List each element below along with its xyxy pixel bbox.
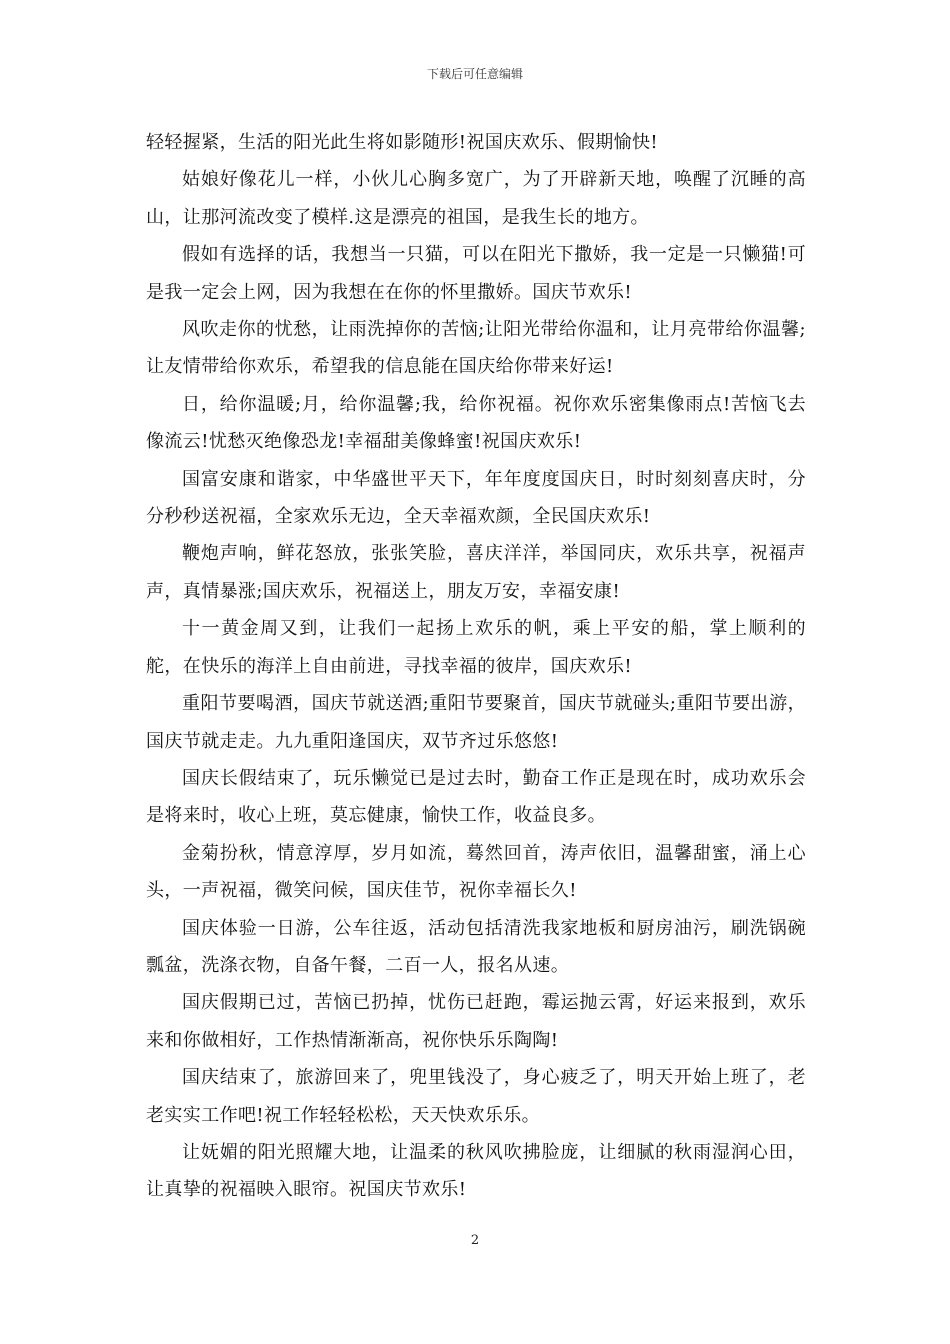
paragraph-7: 鞭炮声响，鲜花怒放，张张笑脸，喜庆洋洋，举国同庆，欢乐共享，祝福声声，真情暴涨;国庆欢乐，祝福送上，朋友万安，幸福安康! — [146, 543, 806, 602]
document-body — [146, 124, 806, 1209]
paragraph-6: 国富安康和谐家，中华盛世平天下，年年度度国庆日，时时刻刻喜庆时，分分秒秒送祝福，全家欢乐无边，全天幸福欢颜，全民国庆欢乐! — [146, 468, 806, 528]
paragraph-11: 金菊扮秋，情意淳厚，岁月如流，蓦然回首，涛声依旧，温馨甜蜜，涌上心头，一声祝福，微笑问候，国庆佳节，祝你幸福长久! — [146, 842, 806, 902]
paragraph-4: 风吹走你的忧愁，让雨洗掉你的苦恼;让阳光带给你温和，让月亮带给你温馨;让友情带给你欢乐，希望我的信息能在国庆给你带来好运! — [146, 319, 806, 378]
paragraph-3: 假如有选择的话，我想当一只猫，可以在阳光下撒娇，我一定是一只懒猫!可是我一定会上网，因为我想在在你的怀里撒娇。国庆节欢乐! — [146, 244, 806, 303]
paragraph-14: 国庆结束了，旅游回来了，兜里钱没了，身心疲乏了，明天开始上班了，老老实实工作吧!祝工作轻轻松松，天天快欢乐乐。 — [146, 1067, 806, 1126]
paragraph-13: 国庆假期已过，苦恼已扔掉，忧伤已赶跑，霉运抛云霄，好运来报到，欢乐来和你做相好，工作热情渐渐高，祝你快乐乐陶陶! — [146, 992, 806, 1051]
paragraph-2: 姑娘好像花儿一样，小伙儿心胸多宽广，为了开辟新天地，唤醒了沉睡的高山，让那河流改变了模样.这是漂亮的祖国，是我生长的地方。 — [146, 169, 806, 228]
paragraph-15: 让妩媚的阳光照耀大地，让温柔的秋风吹拂脸庞，让细腻的秋雨湿润心田，让真挚的祝福映入眼帘。祝国庆节欢乐! — [146, 1141, 806, 1201]
page-header: 下载后可任意编辑 — [426, 67, 523, 81]
paragraph-10: 国庆长假结束了，玩乐懒觉已是过去时，勤奋工作正是现在时，成功欢乐会是将来时，收心上班，莫忘健康，愉快工作，收益良多。 — [146, 767, 806, 827]
paragraph-8: 十一黄金周又到，让我们一起扬上欢乐的帆，乘上平安的船，掌上顺利的舵，在快乐的海洋上自由前进，寻找幸福的彼岸，国庆欢乐! — [146, 618, 806, 677]
paragraph-1: 轻轻握紧，生活的阳光此生将如影随形!祝国庆欢乐、假期愉快! — [146, 132, 659, 153]
paragraph-9: 重阳节要喝酒，国庆节就送酒;重阳节要聚首，国庆节就碰头;重阳节要出游，国庆节就走走。九九重阳逢国庆，双节齐过乐悠悠! — [146, 693, 806, 752]
paragraph-12: 国庆体验一日游，公车往返，活动包括清洗我家地板和厨房油污，刷洗锅碗瓢盆，洗涤衣物，自备午餐，二百一人，报名从速。 — [146, 917, 806, 976]
paragraph-5: 日，给你温暖;月，给你温馨;我，给你祝福。祝你欢乐密集像雨点!苦恼飞去像流云!忧愁灭绝像恐龙!幸福甜美像蜂蜜!祝国庆欢乐! — [146, 393, 806, 453]
page-number: 2 — [470, 1233, 480, 1248]
